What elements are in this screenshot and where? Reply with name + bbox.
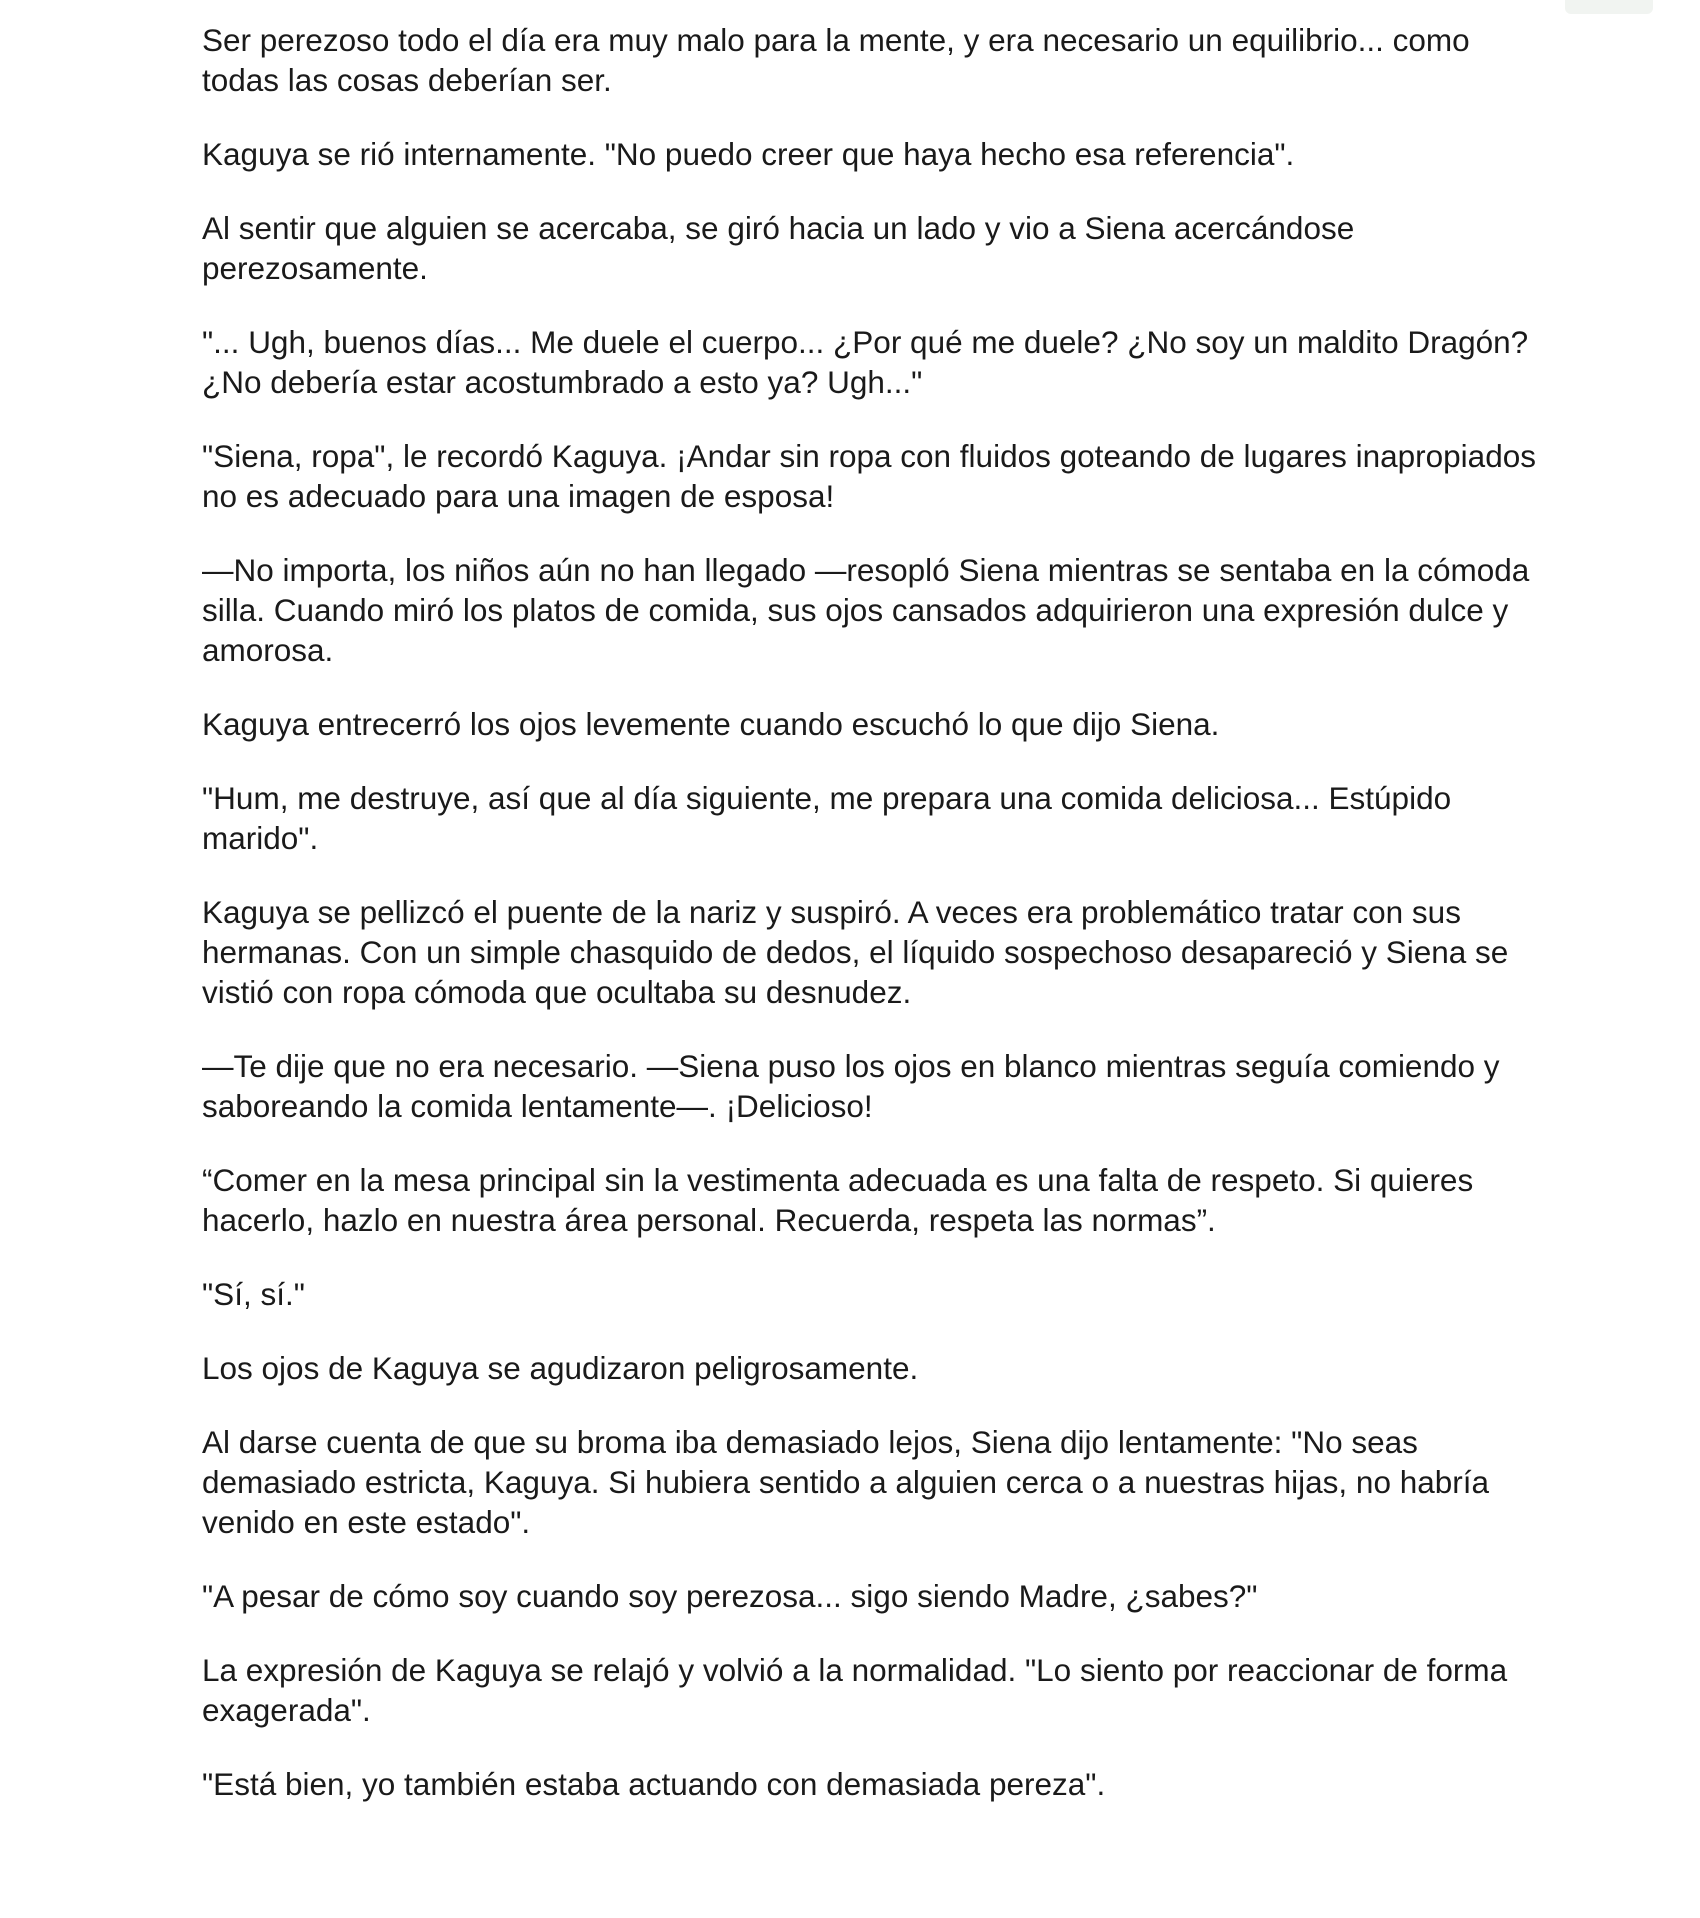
paragraph: Kaguya se pellizcó el puente de la nariz y suspiró. A veces era problemático tratar con sus hermanas. Con un simple chasquido de dedos, el líquido sospechoso desapareció y Siena se vistió con ropa cómoda que ocultaba su desnudez.: [202, 894, 1509, 1010]
paragraph: "Hum, me destruye, así que al día siguiente, me prepara una comida deliciosa... Estúpido marido".: [202, 780, 1452, 856]
paragraph: Kaguya se rió internamente. "No puedo creer que haya hecho esa referencia".: [202, 136, 1295, 172]
paragraph: Al sentir que alguien se acercaba, se giró hacia un lado y vio a Siena acercándose perezosamente.: [202, 210, 1355, 286]
paragraph: —Te dije que no era necesario. —Siena puso los ojos en blanco mientras seguía comiendo y saboreando la comida lentamente—. ¡Delicioso!: [202, 1048, 1500, 1124]
paragraph: —No importa, los niños aún no han llegado —resopló Siena mientras se sentaba en la cómoda silla. Cuando miró los platos de comida, sus ojos cansados adquirieron una expresión dulce y amorosa.: [202, 552, 1530, 668]
paragraph: Ser perezoso todo el día era muy malo para la mente, y era necesario un equilibrio... como todas las cosas deberían ser.: [202, 22, 1470, 98]
paragraph: "Sí, sí.": [202, 1276, 305, 1312]
paragraph: Los ojos de Kaguya se agudizaron peligrosamente.: [202, 1350, 919, 1386]
paragraph: "... Ugh, buenos días... Me duele el cuerpo... ¿Por qué me duele? ¿No soy un maldito Dragón? ¿No debería estar acostumbrado a esto ya? Ugh...": [202, 324, 1529, 400]
paragraph: "A pesar de cómo soy cuando soy perezosa... sigo siendo Madre, ¿sabes?": [202, 1578, 1258, 1614]
corner-mark: [1565, 0, 1653, 14]
story-text: [202, 20, 1542, 1838]
paragraph: Al darse cuenta de que su broma iba demasiado lejos, Siena dijo lentamente: "No seas demasiado estricta, Kaguya. Si hubiera sentido a alguien cerca o a nuestras hijas, no habría venido en este estado".: [202, 1424, 1490, 1540]
paragraph: "Siena, ropa", le recordó Kaguya. ¡Andar sin ropa con fluidos goteando de lugares inapropiados no es adecuado para una imagen de esposa!: [202, 438, 1536, 514]
paragraph: "Está bien, yo también estaba actuando con demasiada pereza".: [202, 1766, 1106, 1802]
paragraph: “Comer en la mesa principal sin la vestimenta adecuada es una falta de respeto. Si quieres hacerlo, hazlo en nuestra área personal. Recuerda, respeta las normas”.: [202, 1162, 1474, 1238]
paragraph: Kaguya entrecerró los ojos levemente cuando escuchó lo que dijo Siena.: [202, 706, 1220, 742]
paragraph: La expresión de Kaguya se relajó y volvió a la normalidad. "Lo siento por reaccionar de forma exagerada".: [202, 1652, 1508, 1728]
